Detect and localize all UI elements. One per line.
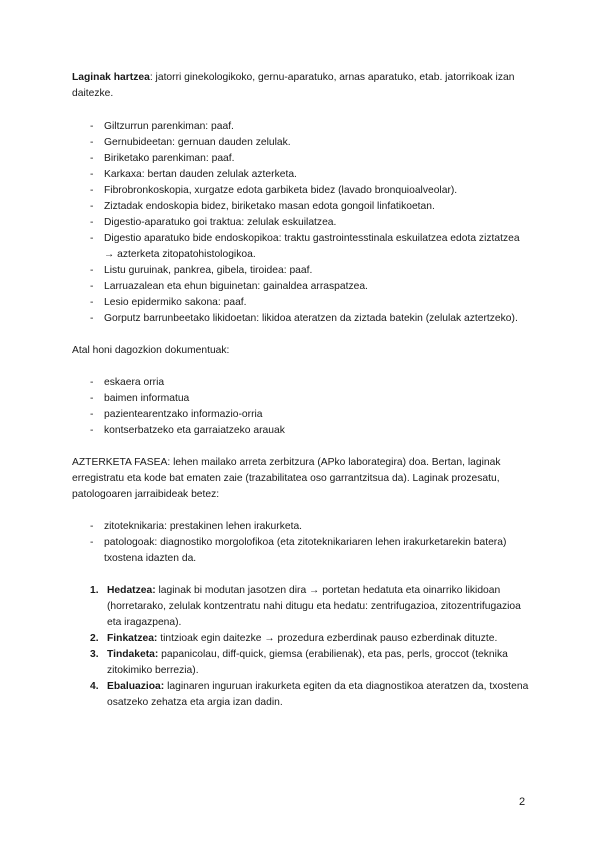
step-item: [72, 679, 532, 711]
list-item: - Digestio-aparatuko goi traktua: zelulak eskuilatzea.: [72, 215, 532, 231]
list-item: - Ziztadak endoskopia bidez, biriketako masan edota gongoil linfatikoetan.: [72, 199, 532, 215]
document-page: [72, 70, 532, 711]
step-term: Finkatzea:: [107, 633, 158, 644]
list-item: - eskaera orria: [72, 375, 532, 391]
list-item: - Fibrobronkoskopia, xurgatze edota garbiketa bidez (lavado bronquioalveolar).: [72, 183, 532, 199]
step-text: tintzioak egin daitezke → prozedura ezberdinak pauso ezberdinak dituzte.: [157, 633, 498, 644]
list-item: - Biriketako parenkiman: paaf.: [72, 151, 532, 167]
sample-list: [72, 119, 532, 327]
list-item: - patologoak: diagnostiko morgolofikoa (eta zitoteknikariaren lehen irakurketarekin batera) txostena idazten da.: [72, 535, 532, 567]
list-item: - Lesio epidermiko sakona: paaf.: [72, 295, 532, 311]
step-number: 1.: [90, 585, 99, 596]
steps-list: [72, 583, 532, 711]
step-text: laginak bi modutan jasotzen dira → portetan hedatuta eta oinarriko likidoan (horretarako, zelulak kontzentratu nahi ditugu eta hedatu: zentrifugazioa, zitozentrifugazioa eta iragazpena).: [107, 585, 521, 628]
intro-term: Laginak hartzea: [72, 72, 150, 83]
step-term: Tindaketa:: [107, 649, 159, 660]
analysis-list: [72, 519, 532, 567]
step-item: [72, 647, 532, 679]
list-item: - pazientearentzako informazio-orria: [72, 407, 532, 423]
list-item: - kontserbatzeko eta garraiatzeko arauak: [72, 423, 532, 439]
step-item: [72, 583, 532, 631]
list-item: - Gorputz barrunbeetako likidoetan: likidoa ateratzen da ziztada batekin (zelulak aztertzeko).: [72, 311, 532, 327]
intro-paragraph: [72, 70, 532, 102]
list-item: - Larruazalean eta ehun biguinetan: gainaldea arraspatzea.: [72, 279, 532, 295]
list-item: - zitoteknikaria: prestakinen lehen irakurketa.: [72, 519, 532, 535]
step-text: papanicolau, diff-quick, giemsa (erabilienak), eta pas, perls, groccot (teknika zitokimiko berrezia).: [107, 649, 508, 676]
list-item: - Gernubideetan: gernuan dauden zelulak.: [72, 135, 532, 151]
list-item: - Listu guruinak, pankrea, gibela, tiroidea: paaf.: [72, 263, 532, 279]
list-item: - Digestio aparatuko bide endoskopikoa: traktu gastrointesstinala eskuilatzea edota ziztatzea → azterketa zitopatohistologikoa.: [72, 231, 532, 263]
step-number: 4.: [90, 681, 99, 692]
page-number: 2: [519, 796, 526, 808]
analysis-paragraph: AZTERKETA FASEA: lehen mailako arreta zerbitzura (APko laborategira) doa. Bertan, laginak erregistratu eta kode bat ematen zaie (trazabilitatea oso garrantzitsua da). Laginak prozesatu, patologoaren jarraibideak betez:: [72, 457, 501, 500]
step-text: laginaren inguruan irakurketa egiten da eta diagnostikoa ateratzen da, txostena osatzeko zehatza eta argia izan dadin.: [107, 681, 529, 708]
step-item: [72, 631, 532, 647]
list-item: - Giltzurrun parenkiman: paaf.: [72, 119, 532, 135]
intro-text: : jatorri ginekologikoko, gernu-aparatuko, arnas aparatuko, etab. jatorrikoak izan daitezke.: [72, 72, 515, 99]
step-term: Hedatzea:: [107, 585, 156, 596]
step-number: 3.: [90, 649, 99, 660]
step-term: Ebaluazioa:: [107, 681, 165, 692]
list-item: - baimen informatua: [72, 391, 532, 407]
step-number: 2.: [90, 633, 99, 644]
documents-heading: Atal honi dagozkion dokumentuak:: [72, 345, 230, 356]
list-item: - Karkaxa: bertan dauden zelulak azterketa.: [72, 167, 532, 183]
documents-list: [72, 375, 532, 439]
